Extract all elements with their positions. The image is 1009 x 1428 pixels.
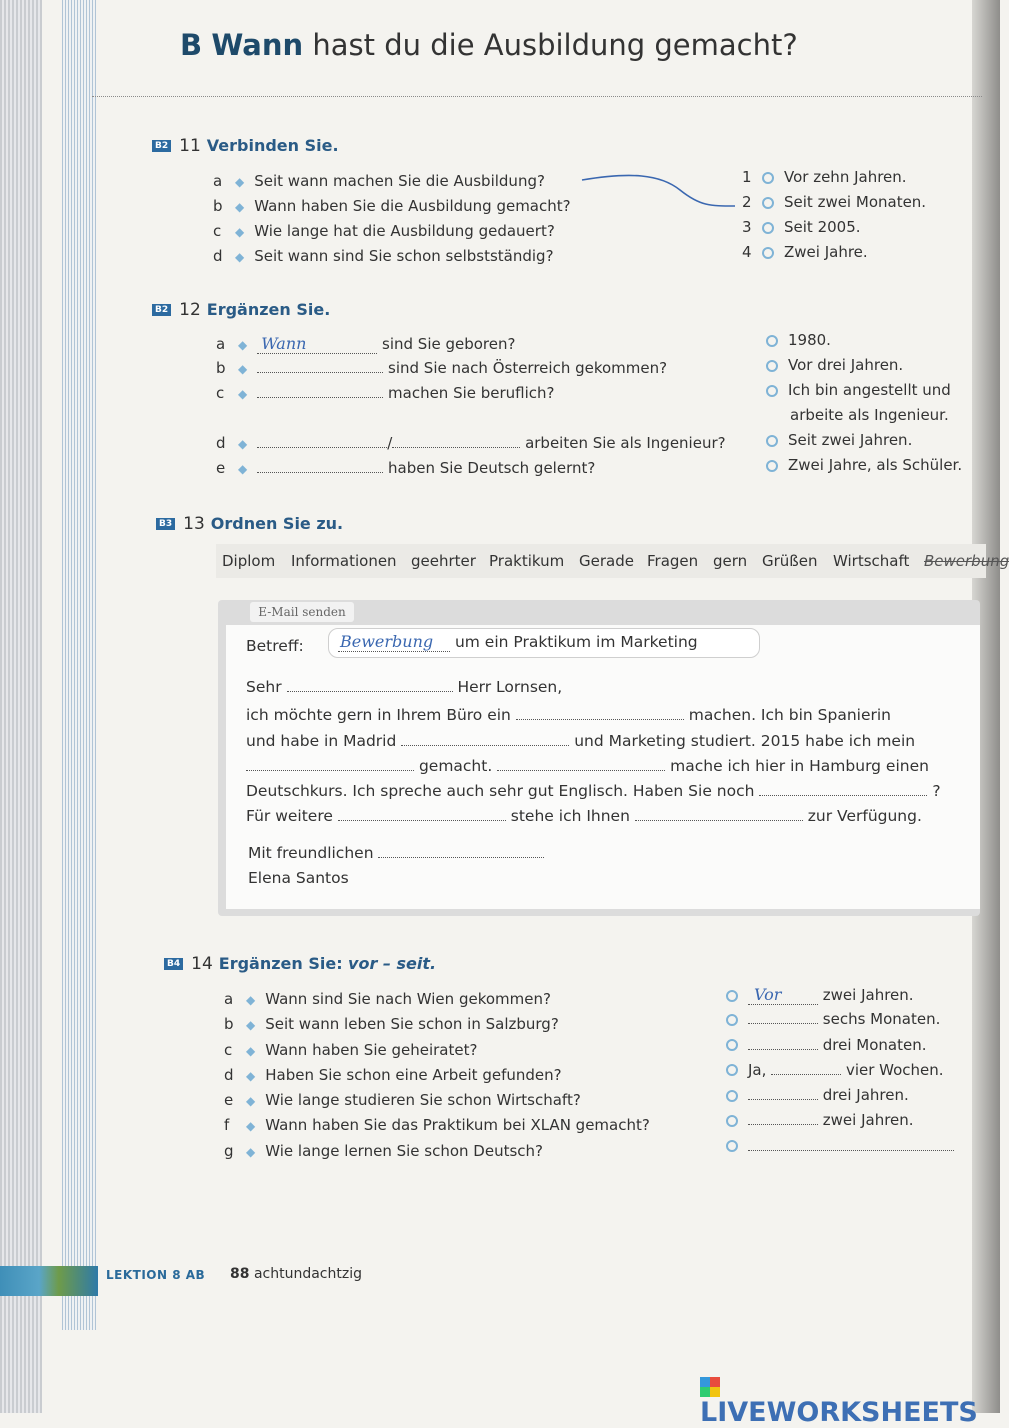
circle-icon — [726, 1014, 738, 1026]
answer-row-continued: arbeite als Ingenieur. — [790, 406, 949, 424]
answer-row[interactable]: 1 Vor zehn Jahren. — [742, 168, 907, 186]
exercise-number: 12 — [179, 300, 201, 320]
mail-signature: Elena Santos — [248, 869, 349, 887]
exercise-11-heading — [152, 136, 339, 156]
diamond-icon: ◆ — [246, 1119, 256, 1134]
question-row: d ◆ / arbeiten Sie als Ingenieur? — [216, 434, 726, 452]
answer-row: Seit zwei Jahren. — [766, 431, 962, 456]
exercise-title-italic: vor – seit. — [348, 954, 437, 973]
mail-line: Sehr Herr Lornsen, — [246, 678, 563, 696]
question-row: d ◆ Haben Sie schon eine Arbeit gefunden? — [224, 1065, 562, 1084]
diamond-icon: ◆ — [246, 1043, 256, 1058]
word-chip[interactable]: Wirtschaft — [833, 552, 910, 570]
circle-icon — [766, 385, 778, 397]
mail-line: und habe in Madrid und Marketing studiert. 2015 habe ich mein — [246, 732, 916, 750]
diamond-icon: ◆ — [246, 1144, 256, 1159]
word-chip[interactable]: Grüßen — [762, 552, 818, 570]
answer-blank[interactable] — [257, 372, 383, 373]
mail-line: Für weitere stehe ich Ihnen zur Verfügung. — [246, 807, 922, 825]
exercise-11-answers — [742, 168, 926, 268]
question-row[interactable]: d ◆ Seit wann sind Sie schon selbstständig? — [213, 247, 554, 265]
answer-blank[interactable]: Vor — [748, 985, 818, 1005]
question-row: b ◆ Seit wann leben Sie schon in Salzburg? — [224, 1015, 559, 1034]
email-send-tab[interactable]: E-Mail senden — [250, 602, 354, 622]
page-edge-pattern — [62, 0, 96, 1330]
subject-label: Betreff: — [246, 637, 304, 655]
question-row: e ◆ haben Sie Deutsch gelernt? — [216, 459, 596, 477]
answer-row: zwei Jahren. — [726, 1111, 954, 1136]
answer-blank[interactable] — [635, 820, 803, 821]
answer-blank[interactable] — [516, 719, 684, 720]
exercise-13-heading — [156, 514, 343, 534]
circle-icon — [766, 335, 778, 347]
word-chip[interactable]: Informationen — [291, 552, 397, 570]
circle-icon — [762, 222, 774, 234]
diamond-icon: ◆ — [235, 175, 245, 189]
answer-blank[interactable] — [748, 1049, 818, 1050]
diamond-icon: ◆ — [238, 362, 248, 376]
answer-blank[interactable] — [748, 1023, 818, 1024]
circle-icon — [762, 247, 774, 259]
mail-line: Deutschkurs. Ich spreche auch sehr gut Englisch. Haben Sie noch ? — [246, 782, 941, 800]
liveworksheets-icon — [700, 1377, 720, 1397]
diamond-icon: ◆ — [235, 225, 245, 239]
answer-blank[interactable] — [287, 691, 453, 692]
question-row: g ◆ Wie lange lernen Sie schon Deutsch? — [224, 1141, 543, 1160]
answer-blank[interactable] — [378, 857, 544, 858]
answer-row: Ja, vier Wochen. — [726, 1061, 954, 1086]
question-row[interactable]: a ◆ Seit wann machen Sie die Ausbildung? — [213, 172, 545, 190]
answer-blank[interactable] — [338, 820, 506, 821]
exercise-title: Ergänzen Sie. — [206, 300, 331, 319]
exercise-11-questions — [213, 172, 571, 272]
diamond-icon: ◆ — [246, 1068, 256, 1083]
answer-row[interactable]: 2 Seit zwei Monaten. — [742, 193, 927, 211]
answer-row: Ich bin angestellt und — [766, 381, 962, 406]
answer-blank[interactable] — [759, 795, 927, 796]
diamond-icon: ◆ — [238, 437, 248, 451]
diamond-icon: ◆ — [246, 1018, 256, 1033]
exercise-title: Verbinden Sie. — [206, 136, 339, 155]
diamond-icon: ◆ — [238, 338, 248, 352]
title-rest: hast du die Ausbildung gemacht? — [312, 28, 798, 62]
answer-blank[interactable] — [771, 1074, 841, 1075]
page-number: 88 achtundachtzig — [230, 1266, 362, 1282]
answer-blank[interactable] — [401, 745, 569, 746]
word-chip[interactable]: Fragen — [647, 552, 699, 570]
exercise-title: Ordnen Sie zu. — [210, 514, 344, 533]
circle-icon — [766, 435, 778, 447]
lesson-footer: LEKTION 8 AB — [106, 1268, 206, 1282]
answer-row: Vor drei Jahren. — [766, 356, 962, 381]
question-row: a ◆ Wann sind Sie geboren? — [216, 334, 516, 353]
circle-icon — [726, 1115, 738, 1127]
circle-icon — [726, 990, 738, 1002]
question-row[interactable]: c ◆ Wie lange hat die Ausbildung gedauert? — [213, 222, 555, 240]
diamond-icon: ◆ — [238, 462, 248, 476]
answer-row: drei Monaten. — [726, 1036, 954, 1061]
circle-icon — [726, 1064, 738, 1076]
question-row: b ◆ sind Sie nach Österreich gekommen? — [216, 359, 668, 377]
page-edge-stack — [0, 0, 42, 1413]
diamond-icon: ◆ — [246, 1094, 256, 1109]
answer-blank[interactable] — [497, 770, 665, 771]
subject-blank[interactable]: Bewerbung — [338, 632, 450, 652]
word-chip[interactable]: Praktikum — [489, 552, 565, 570]
exercise-number: 14 — [191, 954, 213, 974]
answer-blank[interactable] — [748, 1099, 818, 1100]
answer-row — [726, 1137, 954, 1162]
exercise-12-answers — [766, 331, 962, 481]
level-badge: B4 — [164, 958, 183, 970]
liveworksheets-logo: LIVEWORKSHEETS — [700, 1376, 990, 1410]
diamond-icon: ◆ — [235, 200, 245, 214]
exercise-14-answers — [726, 985, 954, 1162]
level-badge: B2 — [152, 140, 171, 152]
answer-row[interactable]: 3 Seit 2005. — [742, 218, 861, 236]
answer-row: Zwei Jahre, als Schüler. — [766, 456, 962, 481]
answer-row: 1980. — [766, 331, 962, 356]
answer-blank[interactable] — [748, 1150, 954, 1151]
section-letter: B — [180, 28, 203, 62]
word-chip[interactable]: Gerade — [579, 552, 634, 570]
word-bank — [216, 544, 1009, 578]
question-row: f ◆ Wann haben Sie das Praktikum bei XLAN gemacht? — [224, 1116, 650, 1135]
answer-blank[interactable] — [246, 770, 414, 771]
exercise-12-questions — [216, 334, 726, 484]
answer-row[interactable]: 4 Zwei Jahre. — [742, 243, 868, 261]
level-badge: B3 — [156, 518, 175, 530]
level-badge: B2 — [152, 304, 171, 316]
answer-blank[interactable] — [257, 472, 383, 473]
header-divider — [92, 96, 982, 97]
mail-line: Mit freundlichen — [248, 844, 544, 862]
diamond-icon: ◆ — [246, 993, 256, 1007]
subject-line: Bewerbung um ein Praktikum im Marketing — [340, 632, 698, 651]
word-chip[interactable]: geehrter — [411, 552, 476, 570]
question-row: a ◆ Wann sind Sie nach Wien gekommen? — [224, 990, 551, 1008]
exercise-14-questions — [224, 990, 650, 1167]
answer-row: drei Jahren. — [726, 1086, 954, 1111]
exercise-title: Ergänzen Sie: — [218, 954, 343, 973]
circle-icon — [762, 172, 774, 184]
answer-row: sechs Monaten. — [726, 1010, 954, 1035]
page-edge-color-strip — [0, 1266, 98, 1296]
page-title — [180, 28, 798, 62]
circle-icon — [726, 1039, 738, 1051]
circle-icon — [726, 1140, 738, 1152]
diamond-icon: ◆ — [235, 250, 245, 264]
exercise-number: 11 — [179, 136, 201, 156]
question-row: c ◆ machen Sie beruflich? — [216, 384, 555, 402]
circle-icon — [766, 460, 778, 472]
word-chip[interactable]: gern — [713, 552, 748, 570]
answer-blank[interactable] — [257, 447, 387, 448]
answer-row: Vor zwei Jahren. — [726, 985, 954, 1010]
word-chip[interactable]: Diplom — [222, 552, 276, 570]
exercise-14-heading — [164, 954, 436, 974]
answer-blank[interactable]: Wann — [257, 334, 377, 354]
circle-icon — [726, 1090, 738, 1102]
circle-icon — [762, 197, 774, 209]
answer-blank[interactable] — [748, 1124, 818, 1125]
diamond-icon: ◆ — [238, 387, 248, 401]
circle-icon — [766, 360, 778, 372]
answer-blank[interactable] — [392, 447, 520, 448]
question-row: e ◆ Wie lange studieren Sie schon Wirtschaft? — [224, 1091, 581, 1110]
mail-line: ich möchte gern in Ihrem Büro ein machen. Ich bin Spanierin — [246, 706, 892, 724]
exercise-number: 13 — [183, 514, 205, 534]
word-chip-used[interactable]: Bewerbung — [924, 552, 1009, 570]
mail-line: gemacht. mache ich hier in Hamburg einen — [246, 757, 929, 775]
answer-blank[interactable] — [257, 397, 383, 398]
title-bold-word: Wann — [211, 28, 304, 62]
connecting-line — [580, 170, 740, 215]
exercise-12-heading — [152, 300, 330, 320]
question-row[interactable]: b ◆ Wann haben Sie die Ausbildung gemacht? — [213, 197, 571, 215]
question-row: c ◆ Wann haben Sie geheiratet? — [224, 1040, 478, 1059]
